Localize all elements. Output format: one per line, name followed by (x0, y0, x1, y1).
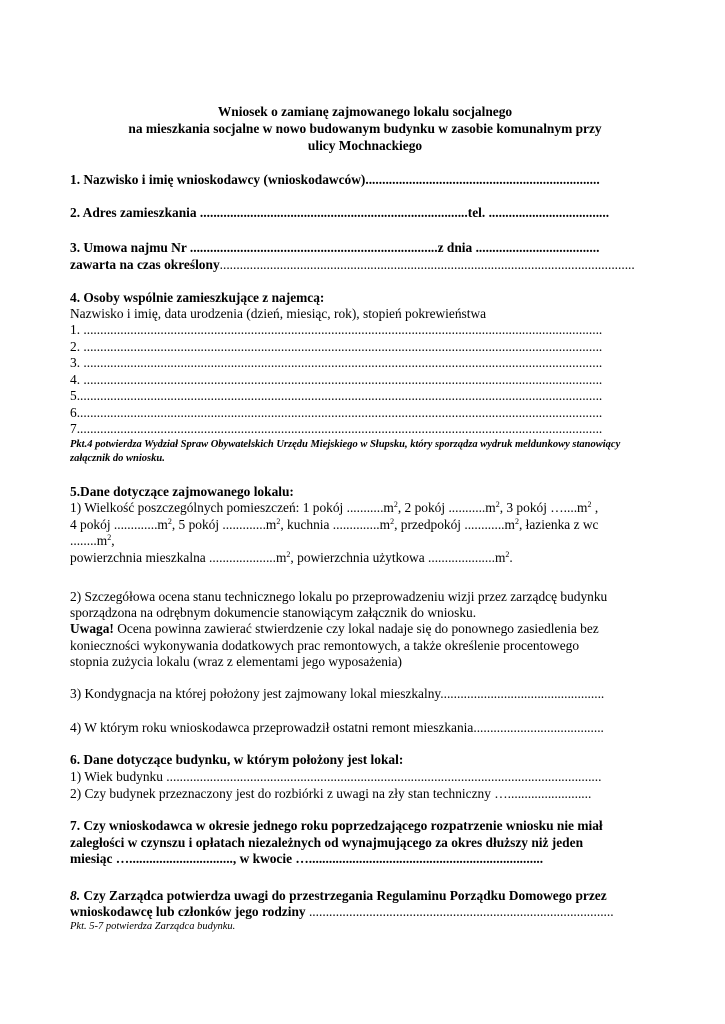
comma: , (111, 533, 115, 548)
section-6-heading: 6. Dane dotyczące budynku, w którym położony jest lokal: (70, 752, 404, 767)
sup-2: 2 (286, 550, 291, 559)
comma: , (591, 500, 599, 515)
household-row-6: 6............................................................................................................................................................. (70, 405, 603, 420)
room-sizes-line-2 (70, 517, 660, 533)
household-row-4: 4. ........................................................................................................................................................... (70, 372, 603, 387)
section-8-text: Czy Zarządca potwierdza uwagi do przestrzegania Regulaminu Porządku Domowego przez (80, 888, 607, 903)
sup-2: 2 (276, 517, 281, 526)
household-row-7: 7............................................................................................................................................................. (70, 421, 603, 436)
building-age-line: 1) Wiek budynku .................................................................................................................................. (70, 769, 602, 784)
address-label: 2. Adres zamieszkania ................................................................................ (70, 205, 468, 220)
household-row-3: 3. ........................................................................................................................................................... (70, 355, 603, 370)
household-row-5: 5............................................................................................................................................................. (70, 388, 603, 403)
last-renovation-line: 4) W którym roku wnioskodawca przeprowadził ostatni remont mieszkania....................................... (70, 720, 604, 735)
technical-assessment-line-5: stopnia zużycia lokalu (wraz z elementami jego wyposażenia) (70, 654, 403, 669)
bathroom-value: ........m (70, 533, 108, 548)
sup-2: 2 (495, 500, 500, 509)
floor-level-line: 3) Kondygnacja na której położony jest zajmowany lokal mieszkalny................................................. (70, 686, 605, 701)
room-2-label: , 2 pokój ...........m (397, 500, 496, 515)
area-line (70, 550, 660, 566)
household-row-1: 1. ........................................................................................................................................................... (70, 322, 603, 337)
room-4-label: 4 pokój .............m (70, 517, 168, 532)
phone-label: tel. .................................... (467, 205, 610, 220)
sup-2: 2 (107, 533, 112, 542)
technical-assessment-line-4: konieczności wykonywania dodatkowych prac remontowych, a także określenie procentowego (70, 638, 580, 653)
room-1-label: 1) Wielkość poszczególnych pomieszczeń: 1 pokój ...........m (70, 500, 394, 515)
lease-number-label: 3. Umowa najmu Nr .......................................................................... (70, 240, 438, 255)
technical-assessment-line-1: 2) Szczegółowa ocena stanu technicznego lokalu po przeprowadzeniu wizji przez zarządcę budynku (70, 589, 608, 604)
section-8-dots: ........................................................................................... (308, 904, 614, 919)
household-row-2: 2. ........................................................................................................................................................... (70, 339, 603, 354)
lease-date-label: z dnia ..................................... (437, 240, 600, 255)
section-3-lease-term (70, 257, 660, 273)
form-title-line-3: ulicy Mochnackiego (307, 138, 423, 153)
section-8-note: Pkt. 5-7 potwierdza Zarządca budynku. (70, 921, 236, 932)
section-8-line-2 (70, 904, 660, 920)
warning-label: Uwaga! (70, 621, 114, 636)
form-title-line-1: Wniosek o zamianę zajmowanego lokalu socjalnego (217, 104, 513, 119)
section-2-address (70, 205, 660, 221)
technical-assessment-line-3 (70, 621, 660, 637)
hallway-label: , przedpokój ............m (394, 517, 515, 532)
section-7-line-1: 7. Czy wnioskodawca w okresie jednego roku poprzedzającego rozpatrzenie wniosku nie miał (70, 818, 603, 833)
sup-2: 2 (587, 500, 592, 509)
sup-2: 2 (167, 517, 172, 526)
section-7-line-3: miesiąc …..............................., w kwocie …...................................................................... (70, 851, 544, 866)
section-4-heading: 4. Osoby wspólnie zamieszkujące z najemcą: (70, 290, 325, 305)
demolition-line: 2) Czy budynek przeznaczony jest do rozbiórki z uwagi na zły stan techniczny …......................... (70, 786, 592, 801)
lease-term-label: zawarta na czas określony (70, 257, 220, 272)
section-5-heading: 5.Dane dotyczące zajmowanego lokalu: (70, 484, 294, 499)
sup-2: 2 (505, 550, 510, 559)
room-5-label: , 5 pokój .............m (171, 517, 277, 532)
section-1-applicant-name: 1. Nazwisko i imię wnioskodawcy (wnioskodawców)...................................................................... (70, 172, 600, 187)
section-3-lease-number (70, 240, 660, 256)
technical-assessment-line-2: sporządzona na odrębnym dokumencie stanowiącym załącznik do wniosku. (70, 605, 477, 620)
room-sizes-line-1 (70, 500, 660, 516)
section-7-line-2: zaległości w czynszu i opłatach niezależnych od wynajmującego za okres dłuższy niż jeden (70, 835, 584, 850)
lease-term-dots: ............................................................................................................................ (219, 257, 635, 272)
sup-2: 2 (390, 517, 395, 526)
section-8-text-2: wnioskodawcę lub członków jego rodziny (70, 904, 309, 919)
section-4-note: Pkt.4 potwierdza Wydział Spraw Obywatelskich Urzędu Miejskiego w Słupsku, który sporządza wydruk meldunkowy stanowiący załącznik do wniosku. (70, 439, 621, 464)
warning-text: Ocena powinna zawierać stwierdzenie czy lokal nadaje się do ponownego zasiedlenia bez (113, 621, 599, 636)
section-8-line-1 (70, 888, 660, 904)
sup-2: 2 (514, 517, 519, 526)
section-4-subheading: Nazwisko i imię, data urodzenia (dzień, miesiąc, rok), stopień pokrewieństwa (70, 306, 487, 321)
living-area-label: powierzchnia mieszkalna ....................m (70, 550, 287, 565)
sup-2: 2 (393, 500, 398, 509)
room-sizes-line-3 (70, 533, 660, 549)
section-8-number: 8. (70, 888, 81, 903)
usable-area-label: , powierzchnia użytkowa ....................m (290, 550, 506, 565)
form-title-line-2: na mieszkania socjalne w nowo budowanym budynku w zasobie komunalnym przy (128, 121, 602, 136)
kitchen-label: , kuchnia ..............m (280, 517, 391, 532)
room-3-label: , 3 pokój …....m (499, 500, 588, 515)
bathroom-label: , łazienka z wc (518, 517, 599, 532)
period: . (509, 550, 513, 565)
